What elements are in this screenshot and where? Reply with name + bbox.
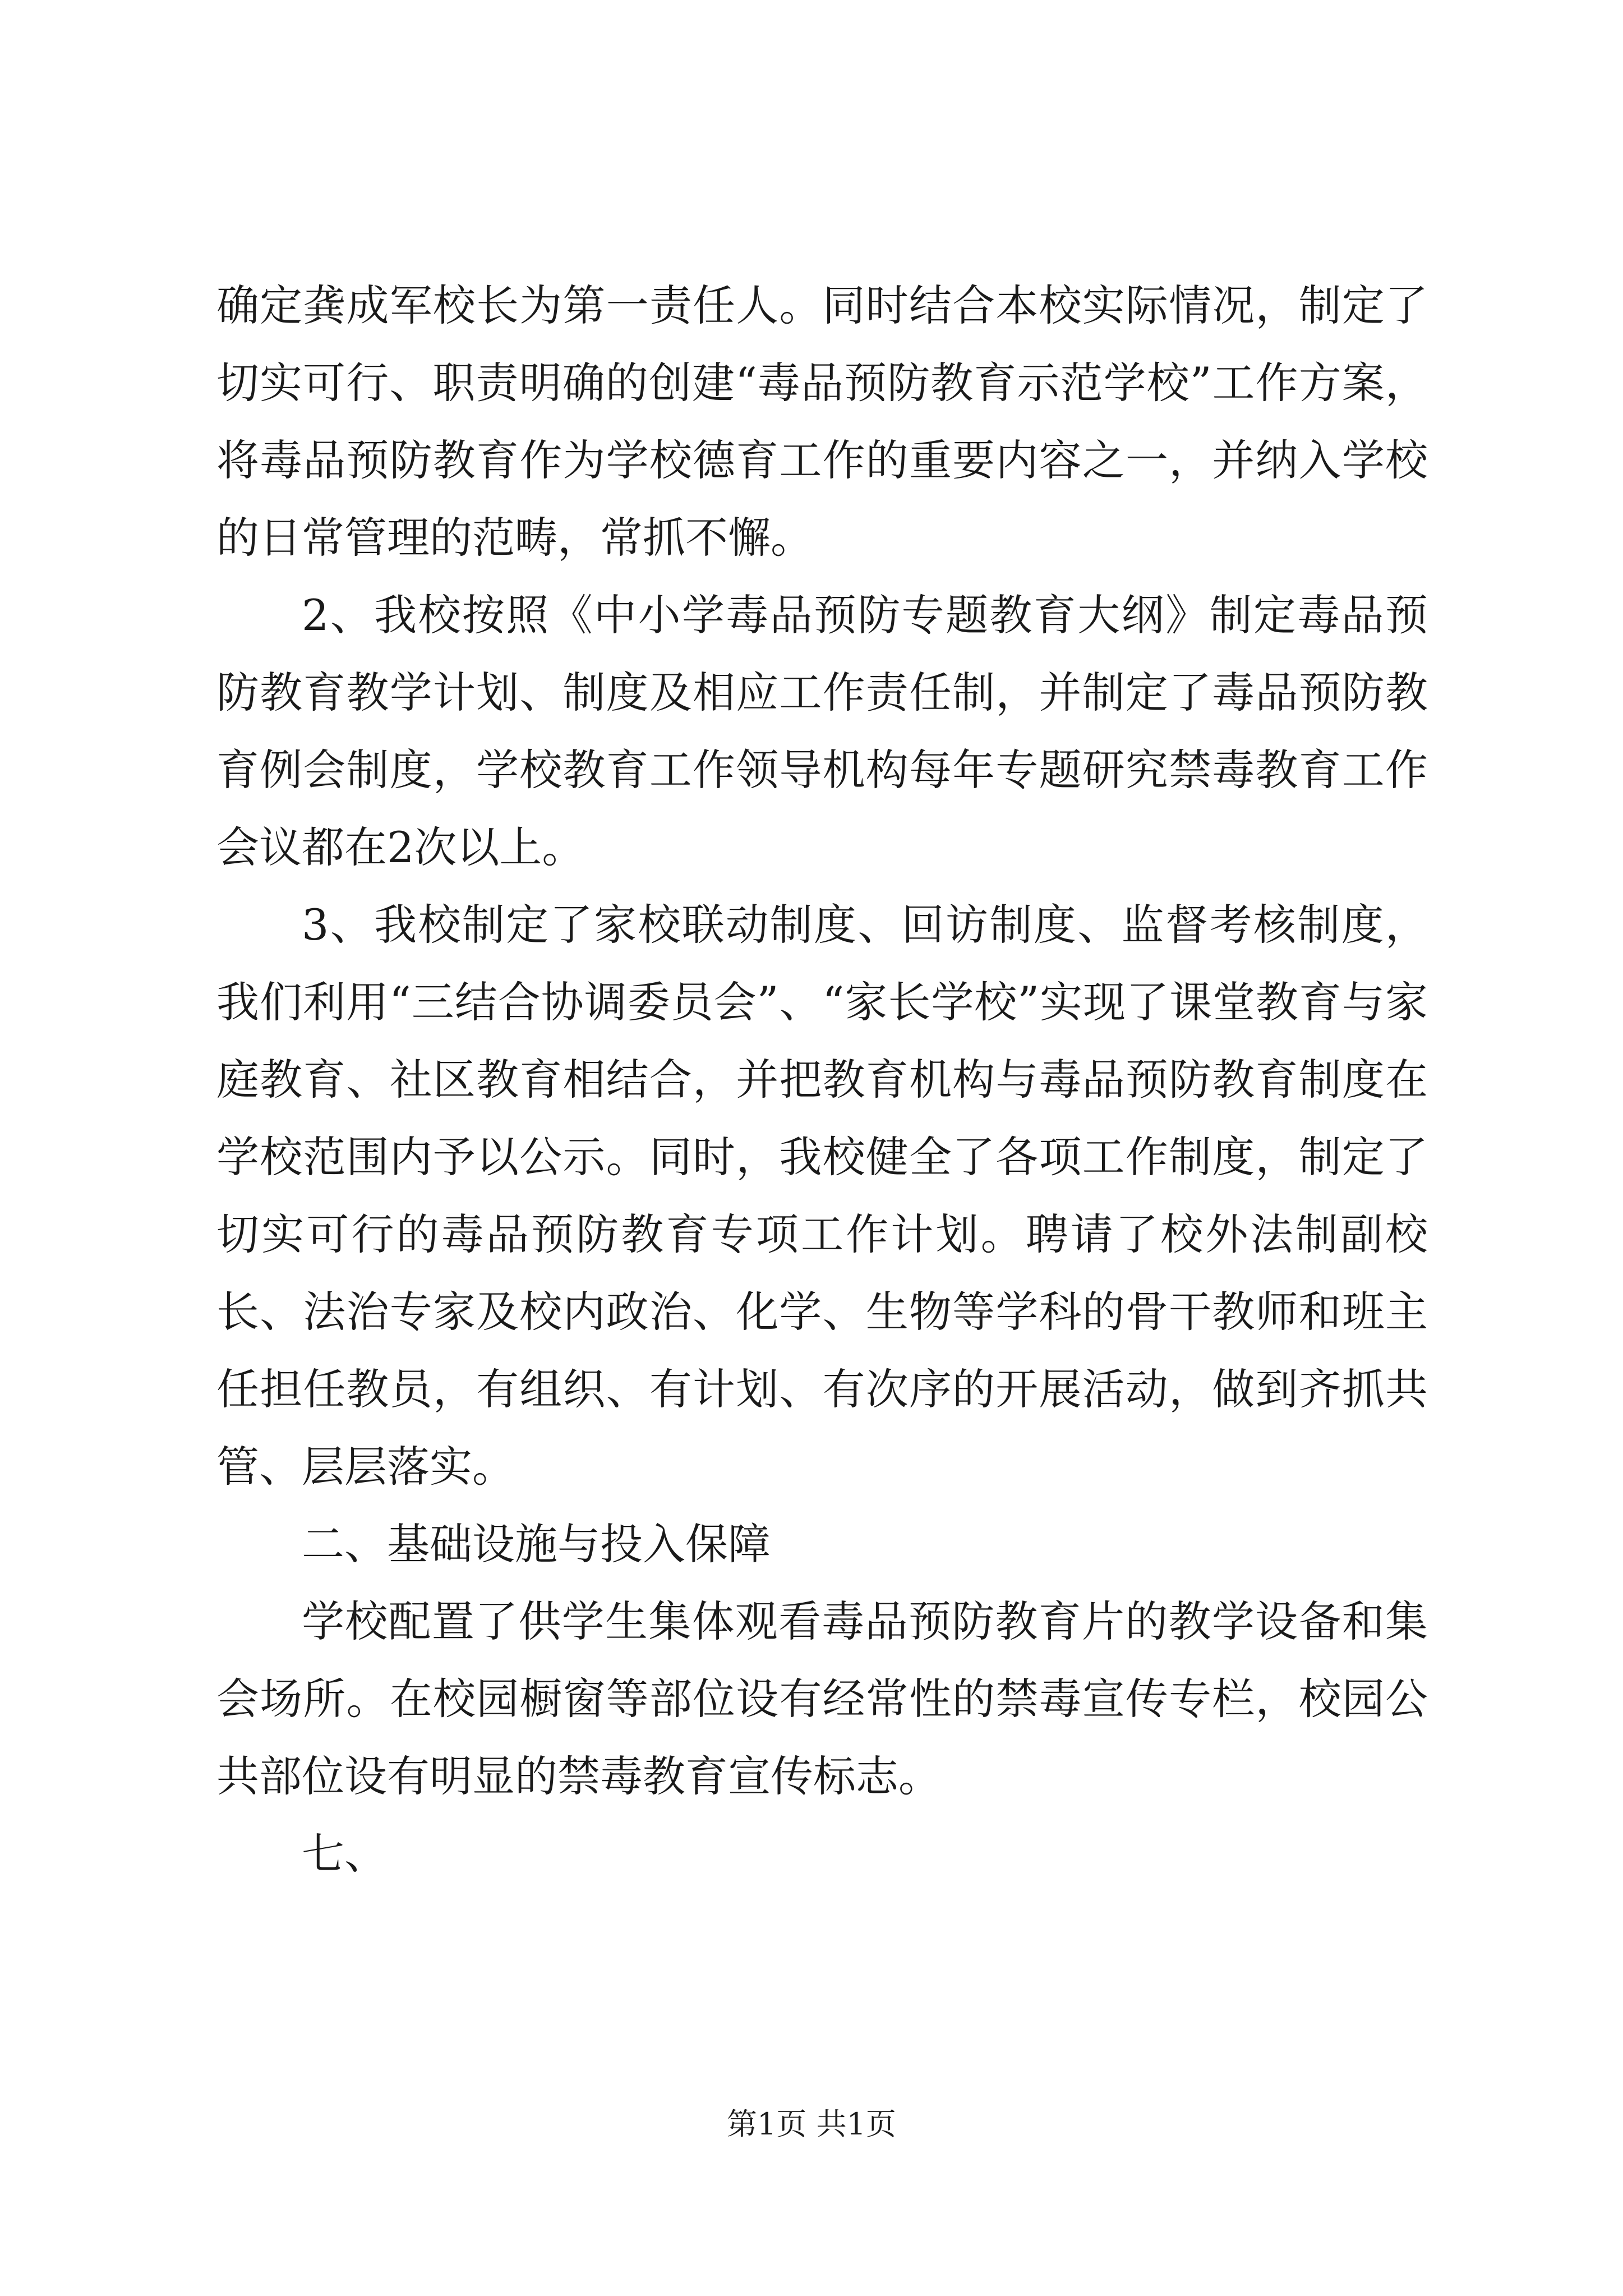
page-footer	[0, 2105, 1623, 2144]
document-body	[216, 267, 1428, 1893]
paragraph-item-3: 3、我校制定了家校联动制度、回访制度、监督考核制度，我们利用“三结合协调委员会”、“家长学校”实现了课堂教育与家庭教育、社区教育相结合，并把教育机构与毒品预防教育制度在学校范围内予以公示。同时，我校健全了各项工作制度，制定了切实可行的毒品预防教育专项工作计划。聘请了校外法制副校长、法治专家及校内政治、化学、生物等学科的骨干教师和班主任担任教员，有组织、有计划、有次序的开展活动，做到齐抓共管、层层落实。	[216, 900, 1428, 1492]
section-heading-7: 七、	[302, 1829, 387, 1879]
page-number-label: 第1页 共1页	[727, 2106, 896, 2142]
section-heading-2: 二、基础设施与投入保障	[302, 1519, 771, 1569]
paragraph-continuation: 确定龚成军校长为第一责任人。同时结合本校实际情况，制定了切实可行、职责明确的创建“毒品预防教育示范学校”工作方案，将毒品预防教育作为学校德育工作的重要内容之一，并纳入学校的日常管理的范畴，常抓不懈。	[216, 280, 1428, 563]
paragraph-item-2: 2、我校按照《中小学毒品预防专题教育大纲》制定毒品预防教育教学计划、制度及相应工作责任制，并制定了毒品预防教育例会制度，学校教育工作领导机构每年专题研究禁毒教育工作会议都在2次以上。	[216, 590, 1428, 872]
paragraph-infrastructure: 学校配置了供学生集体观看毒品预防教育片的教学设备和集会场所。在校园橱窗等部位设有经常性的禁毒宣传专栏，校园公共部位设有明显的禁毒教育宣传标志。	[216, 1596, 1428, 1801]
